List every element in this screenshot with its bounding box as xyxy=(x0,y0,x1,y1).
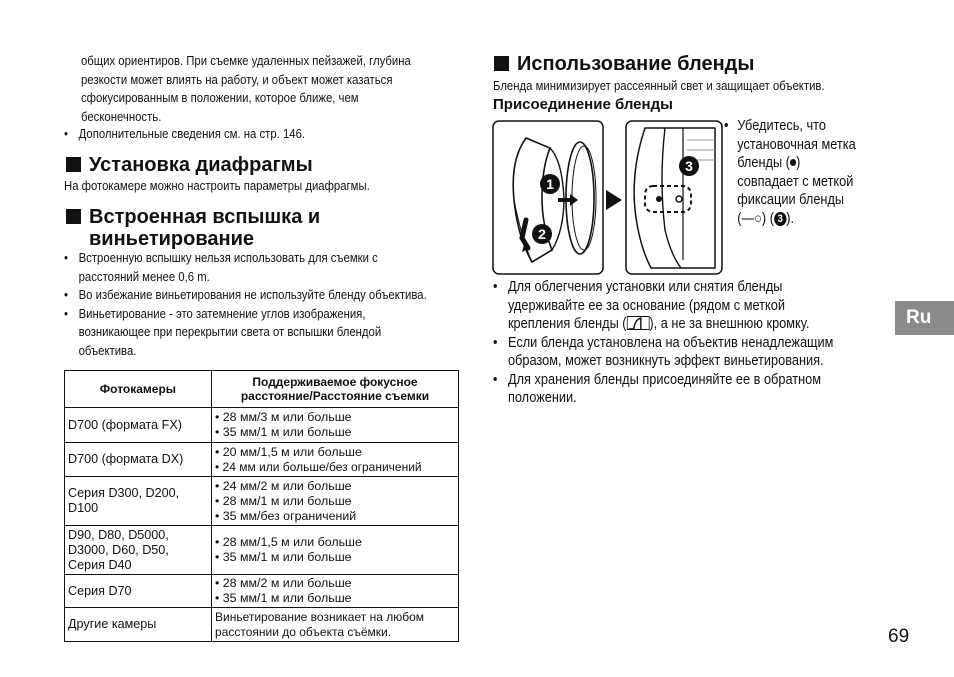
camera-name: Другие камеры xyxy=(68,617,157,631)
callout-1-label: 1 xyxy=(546,176,554,192)
bullet-line xyxy=(493,315,833,334)
camera-name: D700 (формата FX) xyxy=(68,417,182,432)
camera-cell xyxy=(65,526,212,575)
note-line xyxy=(724,210,856,229)
hood-heading-text: Использование бленды xyxy=(517,53,755,75)
note-text: ) ( xyxy=(761,210,774,227)
value-line: • 20 мм/1,5 м или больше xyxy=(215,444,362,459)
bullet-line: Во избежание виньетирования не используйте бленду объектива. xyxy=(78,287,427,302)
table-row xyxy=(65,477,459,526)
callout-3-label: 3 xyxy=(685,158,693,174)
hood-subheading: Присоединение бленды xyxy=(493,96,673,113)
value-line: • 28 мм/2 м или больше xyxy=(215,576,352,590)
table-row xyxy=(65,608,459,642)
value-line: • 24 мм или больше/без ограничений xyxy=(215,459,422,474)
bullet-line: удерживайте ее за основание (рядом с меткой xyxy=(507,297,785,314)
compatibility-table xyxy=(64,370,459,642)
table-row xyxy=(65,443,459,477)
callout-3-ref-icon: 3 xyxy=(774,212,786,226)
value-line: • 35 мм/1 м или больше xyxy=(215,591,352,605)
hood-mounted-shape xyxy=(634,128,715,268)
hood-mount-mark-icon xyxy=(627,316,650,330)
list-item: • Для облегчения установки или снятия бленды xyxy=(493,279,783,295)
intro-bullet-text: Дополнительные сведения см. на стр. 146. xyxy=(78,126,306,141)
note-line xyxy=(724,154,856,173)
bullet-text: крепления бленды ( xyxy=(507,316,627,332)
aperture-heading xyxy=(66,154,313,176)
note-line: фиксации бленды xyxy=(737,192,845,208)
bullet-line: Виньетирование - это затемнение углов изображения, xyxy=(78,305,366,321)
value-line: • 35 мм/без ограничений xyxy=(215,508,357,523)
camera-name: D700 (формата DX) xyxy=(68,452,184,466)
bullet-line: объектива. xyxy=(78,342,137,358)
table-row xyxy=(65,408,459,443)
flash-heading xyxy=(66,206,320,250)
camera-cell xyxy=(65,408,212,443)
note-text: бленды ( xyxy=(737,155,790,171)
value-line: • 28 мм/1 м или больше xyxy=(215,493,352,508)
value-cell xyxy=(212,575,459,608)
camera-cell xyxy=(65,477,212,526)
square-bullet-icon xyxy=(494,56,509,71)
value-cell xyxy=(212,526,459,575)
intro-line: сфокусированным в положении, которое ближе, чем xyxy=(81,90,359,105)
value-cell xyxy=(212,443,459,477)
list-item: • Виньетирование - это затемнение углов изображения, xyxy=(64,305,366,321)
intro-bullet: • Дополнительные сведения см. на стр. 146. xyxy=(64,126,306,141)
table-row xyxy=(65,526,459,575)
bullet-line: Для облегчения установки или снятия бленды xyxy=(507,279,783,295)
bullet-line: образом, может возникнуть эффект виньетирования. xyxy=(507,353,824,369)
value-cell xyxy=(212,408,459,443)
flash-bullets xyxy=(64,249,427,360)
note-line: совпадает с меткой xyxy=(737,173,854,190)
list-item: • Встроенную вспышку нельзя использовать для съемки с xyxy=(64,250,378,265)
bullet-line: расстояний менее 0,6 m. xyxy=(78,268,210,284)
table-row xyxy=(65,575,459,608)
header-focal-line: расстояние/Расстояние съемки xyxy=(240,389,430,403)
value-line: расстоянии до объекта съёмки. xyxy=(215,624,392,639)
page-number: 69 xyxy=(888,626,910,647)
bullet-line: возникающее при перекрытии света от вспышки блендой xyxy=(78,324,382,339)
push-arrow-icon xyxy=(558,198,572,202)
intro-line: бесконечность. xyxy=(81,108,162,124)
hood-bullets xyxy=(493,278,833,408)
value-line: • 35 мм/1 м или больше xyxy=(215,425,352,439)
flash-heading-line1: Встроенная вспышка и xyxy=(89,206,321,228)
flash-heading-line2: виньетирование xyxy=(89,228,254,250)
note-line: установочная метка xyxy=(737,136,856,153)
value-line: • 28 мм/3 м или больше xyxy=(215,410,352,424)
note-text: ) xyxy=(796,155,801,171)
value-line: Виньетирование возникает на любом xyxy=(215,609,424,624)
intro-line: общих ориентиров. При съемке удаленных пейзажей, глубина xyxy=(81,53,411,68)
note-text: ). xyxy=(786,210,795,227)
bullet-line: Для хранения бленды присоединяйте ее в обратном xyxy=(507,371,822,388)
header-focal-line: Поддерживаемое фокусное xyxy=(252,375,418,389)
aperture-heading-text: Установка диафрагмы xyxy=(89,154,313,176)
camera-name: Серия D40 xyxy=(68,557,132,572)
camera-name: D90, D80, D5000, xyxy=(68,527,169,542)
language-tab: Ru xyxy=(895,301,954,335)
bullet-text: ), а не за внешнюю кромку. xyxy=(649,316,810,332)
camera-name: Серия D70 xyxy=(68,583,132,598)
header-focal xyxy=(212,371,459,408)
alignment-note xyxy=(724,117,856,228)
bullet-line: Встроенную вспышку нельзя использовать для съемки с xyxy=(78,250,378,265)
value-cell xyxy=(212,608,459,642)
lock-mark-symbol: —○ xyxy=(741,210,762,227)
intro-paragraph xyxy=(81,52,411,126)
value-line: • 28 мм/1,5 м или больше xyxy=(215,535,362,549)
note-text: Убедитесь, что xyxy=(737,118,826,134)
header-cameras: Фотокамеры xyxy=(65,371,212,408)
value-line: • 24 мм/2 м или больше xyxy=(215,478,352,493)
bullet-line: Если бленда установлена на объектив ненадлежащим xyxy=(507,334,834,351)
aperture-text: На фотокамере можно настроить параметры диафрагмы. xyxy=(64,178,370,193)
camera-name: D3000, D60, D50, xyxy=(68,542,169,557)
value-line: • 35 мм/1 м или больше xyxy=(215,550,352,564)
square-bullet-icon xyxy=(66,209,81,224)
bullet-line: положении. xyxy=(507,390,577,406)
list-item: • Во избежание виньетирования не используйте бленду объектива. xyxy=(64,287,427,302)
hood-intro: Бленда минимизирует рассеянный свет и защищает объектив. xyxy=(493,78,825,93)
next-step-arrow-icon xyxy=(604,188,624,212)
value-cell xyxy=(212,477,459,526)
camera-cell xyxy=(65,575,212,608)
note-line: • Убедитесь, что xyxy=(724,118,826,134)
hood-alignment-illustration xyxy=(625,120,723,276)
hood-heading xyxy=(494,53,754,75)
intro-line: резкости может влиять на работу, и объект может казаться xyxy=(81,71,393,87)
hood-mark-dot-icon xyxy=(656,196,662,202)
note-text: ( xyxy=(737,210,742,227)
camera-name: D100 xyxy=(68,501,99,515)
callout-2-label: 2 xyxy=(538,226,546,242)
hood-attach-illustration xyxy=(492,120,604,276)
list-item: • Если бленда установлена на объектив ненадлежащим xyxy=(493,334,834,351)
camera-cell xyxy=(65,443,212,477)
camera-cell xyxy=(65,608,212,642)
camera-name: Серия D300, D200, xyxy=(68,486,180,500)
square-bullet-icon xyxy=(66,157,81,172)
list-item: • Для хранения бленды присоединяйте ее в обратном xyxy=(493,371,822,388)
table-header xyxy=(65,371,459,408)
